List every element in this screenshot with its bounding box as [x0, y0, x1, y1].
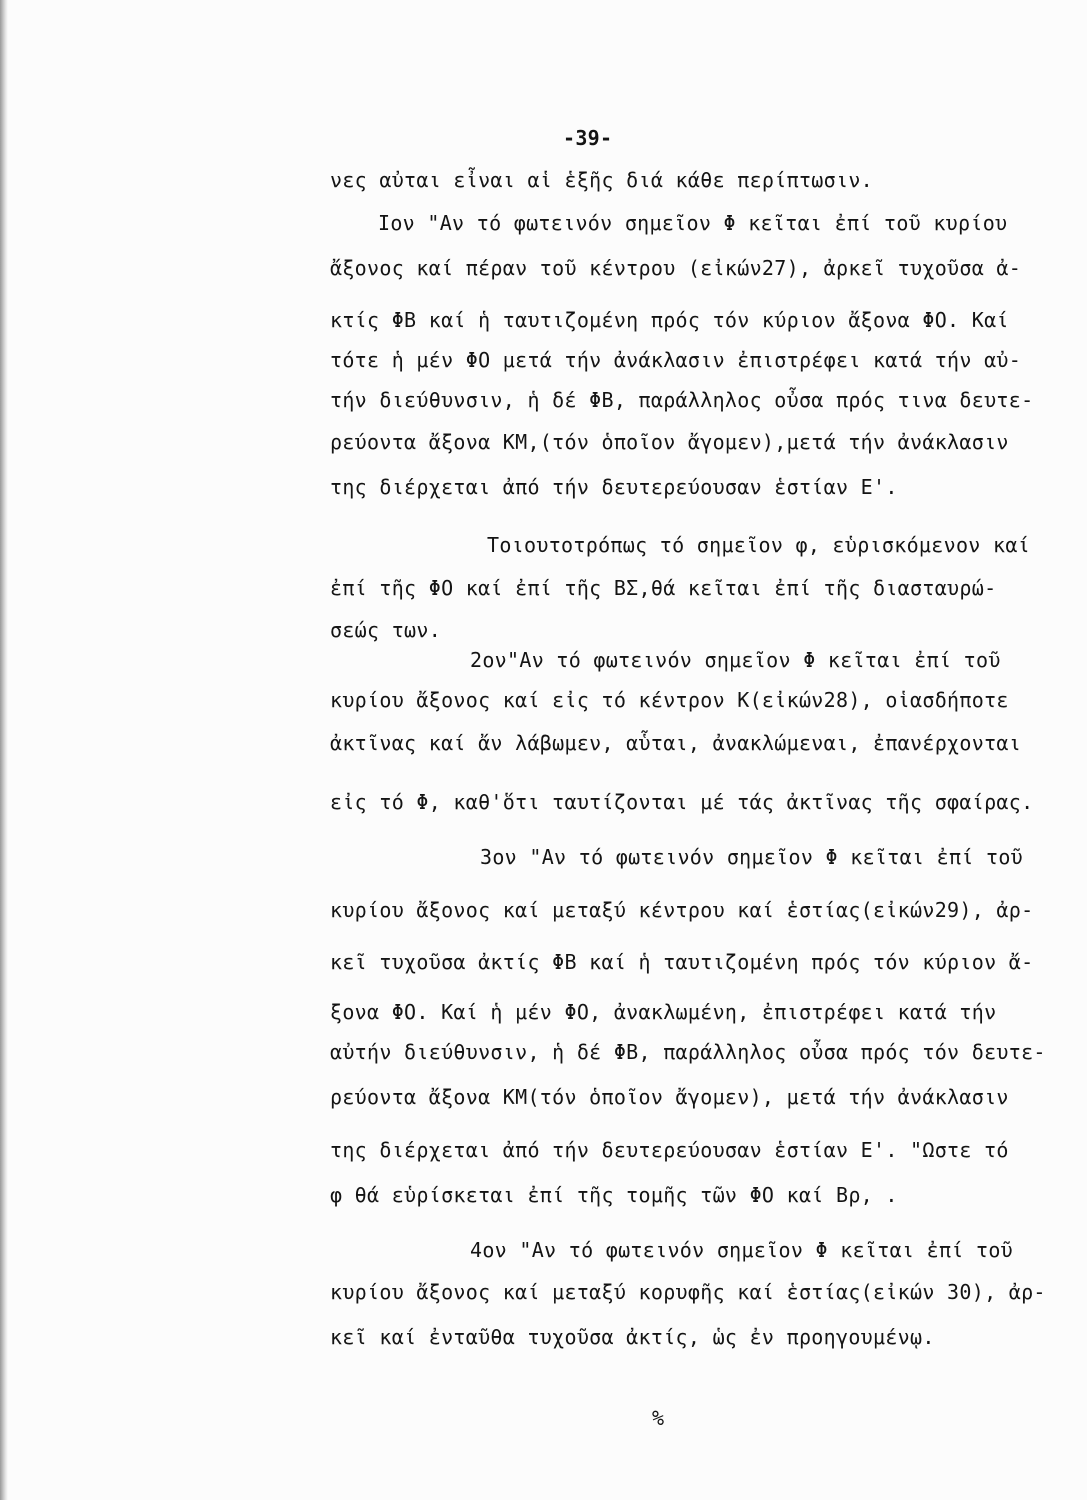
text-line: 4ον "Αν τό φωτεινόν σημεῖον Φ κεῖται ἐπί τοῦ [470, 1238, 1014, 1262]
text-line: ρεύοντα ἄξονα ΚΜ(τόν ὁποῖον ἄγομεν), μετά τήν ἀνάκλασιν [330, 1085, 1009, 1109]
text-line: ἐπί τῆς ΦΟ καί ἐπί τῆς ΒΣ,θά κεῖται ἐπί τῆς διασταυρώ- [330, 576, 997, 600]
footer-mark: % [652, 1406, 665, 1430]
text-line: εἰς τό Φ, καθ'ὅτι ταυτίζονται μέ τάς ἀκτῖνας τῆς σφαίρας. [330, 790, 1034, 814]
text-line: σεώς των. [330, 618, 442, 642]
text-line: 2ον"Αν τό φωτεινόν σημεῖον Φ κεῖται ἐπί τοῦ [470, 648, 1001, 672]
text-line: τήν διεύθυνσιν, ἡ δέ ΦΒ, παράλληλος οὖσα πρός τινα δευτε- [330, 388, 1034, 412]
text-line: κτίς ΦΒ καί ἡ ταυτιζομένη πρός τόν κύριον ἄξονα ΦΟ. Καί [330, 308, 1009, 332]
text-line: ρεύοντα ἄξονα ΚΜ,(τόν ὁποῖον ἄγομεν),μετά τήν ἀνάκλασιν [330, 430, 1009, 454]
page-number: -39- [563, 126, 613, 150]
text-line: κεῖ καί ἐνταῦθα τυχοῦσα ἀκτίς, ὡς ἐν προηγουμένῳ. [330, 1325, 935, 1349]
text-line: 3ον "Αν τό φωτεινόν σημεῖον Φ κεῖται ἐπί τοῦ [480, 845, 1024, 869]
text-line: κεῖ τυχοῦσα ἀκτίς ΦΒ καί ἡ ταυτιζομένη πρός τόν κύριον ἄ- [330, 950, 1034, 974]
text-line: κυρίου ἄξονος καί εἰς τό κέντρον Κ(εἰκών28), οἱασδήποτε [330, 688, 1009, 712]
text-line: νες αὐται εἶναι αἱ ἑξῆς διά κάθε περίπτωσιν. [330, 168, 874, 192]
text-line: τότε ἡ μέν ΦΟ μετά τήν ἀνάκλασιν ἐπιστρέφει κατά τήν αὐ- [330, 348, 1022, 372]
text-line: ἄξονος καί πέραν τοῦ κέντρου (εἰκών27), ἀρκεῖ τυχοῦσα ἀ- [330, 256, 1022, 280]
text-line: Τοιουτοτρόπως τό σημεῖον φ, εὑρισκόμενον καί [487, 533, 1031, 557]
text-line: αὐτήν διεύθυνσιν, ἡ δέ ΦΒ, παράλληλος οὖσα πρός τόν δευτε- [330, 1040, 1046, 1064]
text-line: κυρίου ἄξονος καί μεταξύ κέντρου καί ἑστίας(εἰκών29), ἀρ- [330, 898, 1034, 922]
text-line: της διέρχεται ἀπό τήν δευτερεύουσαν ἑστίαν Ε'. "Ωστε τό [330, 1138, 1009, 1162]
text-line: ἀκτῖνας καί ἄν λάβωμεν, αὗται, ἀνακλώμεναι, ἐπανέρχονται [330, 731, 1022, 755]
text-line: φ θά εὑρίσκεται ἐπί τῆς τομῆς τῶν ΦΟ καί Βρ, . [330, 1183, 898, 1207]
text-line: κυρίου ἄξονος καί μεταξύ κορυφῆς καί ἑστίας(εἰκών 30), ἀρ- [330, 1280, 1046, 1304]
text-line: Ιον "Αν τό φωτεινόν σημεῖον Φ κεῖται ἐπί τοῦ κυρίου [378, 211, 1008, 235]
text-line: ξονα ΦΟ. Καί ἡ μέν ΦΟ, ἀνακλωμένη, ἐπιστρέφει κατά τήν [330, 1000, 997, 1024]
text-line: της διέρχεται ἀπό τήν δευτερεύουσαν ἑστίαν Ε'. [330, 475, 898, 499]
